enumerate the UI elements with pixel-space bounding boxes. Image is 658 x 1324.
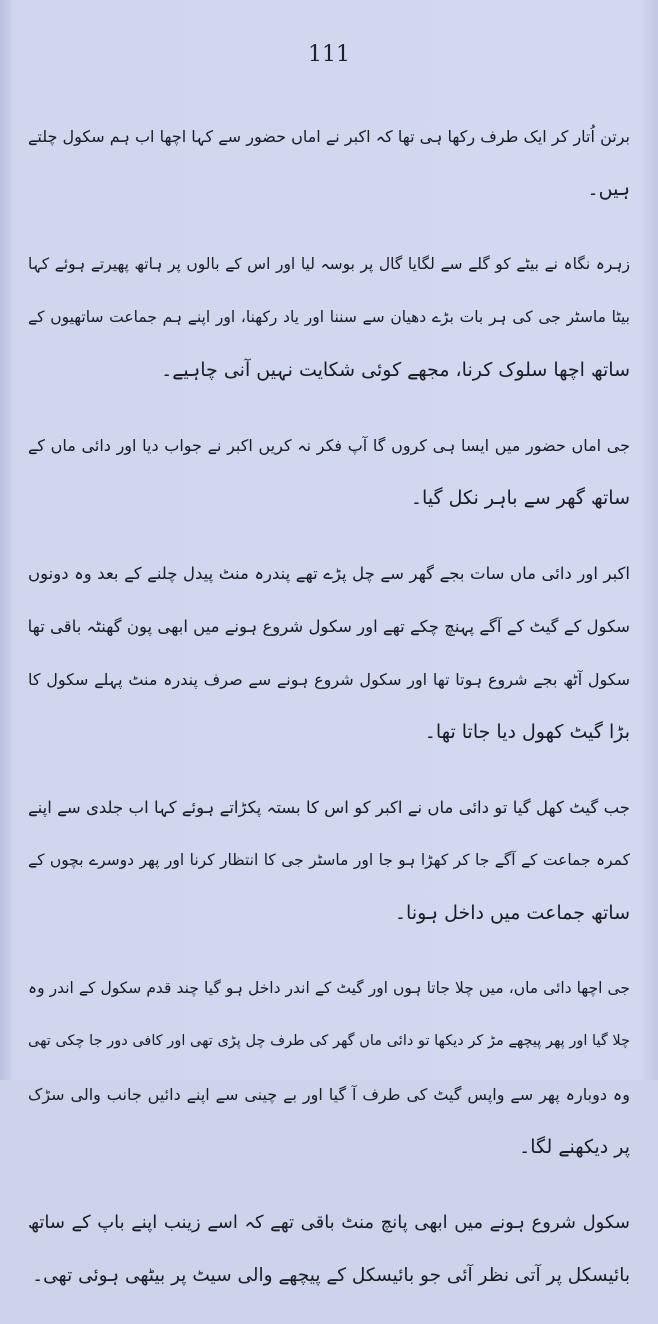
paragraph bbox=[28, 419, 630, 525]
paragraph bbox=[28, 238, 630, 397]
page-number: 111 bbox=[308, 42, 350, 67]
text-line: ہیں۔ bbox=[587, 178, 630, 200]
text-line: وہ دوبارہ پھر سے واپس گیٹ کی طرف آ گیا اور بے چینی سے اپنے دائیں جانب والی سڑک bbox=[28, 1085, 630, 1104]
text-line: سکول کے گیٹ کے آگے پہنچ چکے تھے اور سکول شروع ہونے میں ابھی پون گھنٹہ باقی تھا bbox=[27, 617, 630, 636]
paragraph bbox=[28, 547, 630, 759]
text-line: ساتھ اچھا سلوک کرنا، مجھے کوئی شکایت نہیں آنی چاہیے۔ bbox=[161, 359, 630, 381]
paragraph bbox=[28, 962, 630, 1174]
paragraph bbox=[28, 1196, 630, 1302]
text-line: سکول شروع ہونے میں ابھی پانچ منٹ باقی تھے کہ اسے زینب اپنے باپ کے ساتھ bbox=[28, 1212, 630, 1233]
body-text bbox=[28, 110, 630, 1324]
text-line: کمرہ جماعت کے آگے جا کر کھڑا ہو جا اور ماسٹر جی کا انتظار کرنا اور پھر دوسرے بچوں کے bbox=[28, 851, 630, 869]
text-line: جی اماں حضور میں ایسا ہی کروں گا آپ فکر نہ کریں اکبر نے جواب دیا اور دائی ماں کے bbox=[28, 436, 630, 455]
text-line: بڑا گیٹ کھول دیا جاتا تھا۔ bbox=[424, 721, 630, 743]
text-line: ساتھ جماعت میں داخل ہونا۔ bbox=[394, 902, 630, 924]
text-line: پر دیکھنے لگا۔ bbox=[519, 1136, 630, 1158]
text-line: جی اچھا دائی ماں، میں چلا جاتا ہوں اور گیٹ کے اندر داخل ہو گیا چند قدم سکول کے اندر وہ bbox=[28, 979, 630, 997]
text-line: برتن اُتار کر ایک طرف رکھا ہی تھا کہ اکبر نے اماں حضور سے کہا اچھا اب ہم سکول چلتے bbox=[28, 127, 630, 146]
text-line: چلا گیا اور پھر پیچھے مڑ کر دیکھا تو دائی ماں گھر کی طرف چل پڑی تھی اور کافی دور جا چکی تھی bbox=[28, 1033, 630, 1049]
paragraph bbox=[28, 781, 630, 940]
text-line: اکبر اور دائی ماں سات بجے گھر سے چل پڑے تھے پندرہ منٹ پیدل چلنے کے بعد وہ دونوں bbox=[28, 564, 630, 583]
text-line: ساتھ گھر سے باہر نکل گیا۔ bbox=[410, 487, 630, 509]
text-line: زہرہ نگاہ نے بیٹے کو گلے سے لگایا گال پر بوسہ لیا اور اس کے بالوں پر ہاتھ پھیرتے ہوئے کہا bbox=[28, 255, 630, 273]
text-line: سکول آٹھ بجے شروع ہوتا تھا اور سکول شروع ہونے سے صرف پندرہ منٹ پہلے سکول کا bbox=[28, 670, 630, 689]
text-line: بیٹا ماسٹر جی کی ہر بات بڑے دھیان سے سننا اور یاد رکھنا، اور اپنے ہم جماعت ساتھیوں کے bbox=[28, 308, 630, 326]
text-line: جب گیٹ کھل گیا تو دائی ماں نے اکبر کو اس کا بستہ پکڑاتے ہوئے کہا اب جلدی سے اپنے bbox=[28, 798, 630, 817]
paragraph bbox=[28, 110, 630, 216]
text-line: بائیسکل پر آتی نظر آئی جو بائیسکل کے پیچھے والی سیٹ پر بیٹھی ہوئی تھی۔ bbox=[32, 1265, 630, 1286]
